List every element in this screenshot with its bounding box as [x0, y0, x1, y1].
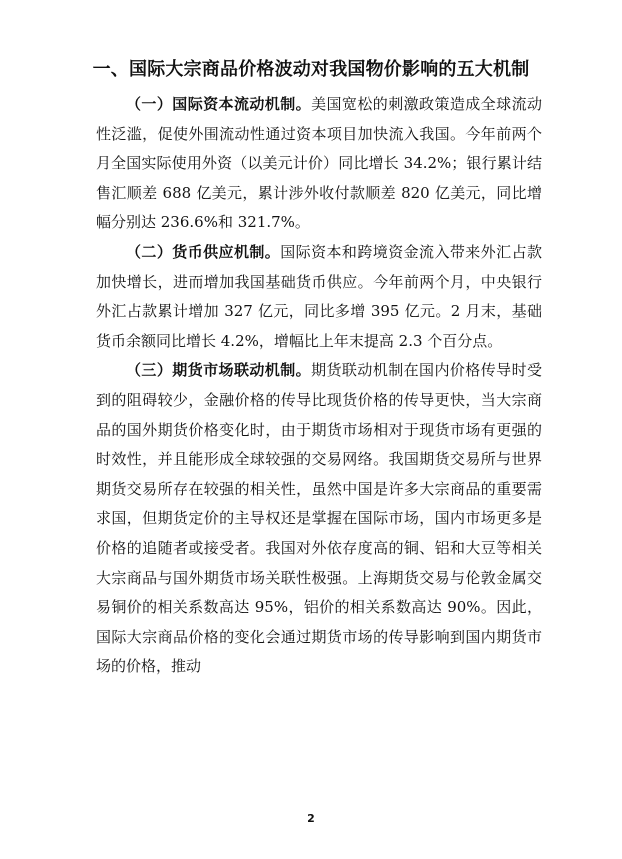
paragraph-lead: （二）货币供应机制。 [126, 242, 281, 261]
section-heading: 一、国际大宗商品价格波动对我国物价影响的五大机制 [92, 59, 530, 80]
paragraph-lead: （三）期货市场联动机制。 [126, 361, 312, 380]
paragraph-text: 美国宽松的刺激政策造成全球流动性泛滥，促使外围流动性通过资本项目加快流入我国。今年前两个月全国实际使用外资（以美元计价）同比增长 34.2%；银行累计结售汇顺差 688 亿美元，累计涉外收付款顺差 820 亿美元，同比增幅分别达 236.6%和 321.7%。 [96, 95, 542, 232]
page-number: 2 [307, 812, 315, 825]
paragraph-lead: （一）国际资本流动机制。 [126, 95, 312, 113]
paragraph-text: 国际资本和跨境资金流入带来外汇占款加快增长，进而增加我国基础货币供应。今年前两个月，中央银行外汇占款累计增加 327 亿元，同比多增 395 亿元。2 月末，基础货币余额同比增长 4.2%，增幅比上年末提高 2.3 个百分点。 [96, 242, 542, 350]
paragraph-futures-market [96, 356, 542, 682]
paragraph-text: 期货联动机制在国内价格传导时受到的阻碍较少，金融价格的传导比现货价格的传导更快，当大宗商品的国外期货价格变化时，由于期货市场相对于现货市场有更强的时效性，并且能形成全球较强的交易网络。我国期货交易所与世界期货交易所存在较强的相关性，虽然中国是许多大宗商品的重要需求国，但期货定价的主导权还是掌握在国际市场，国内市场更多是价格的追随者或接受者。我国对外依存度高的铜、铝和大豆等相关大宗商品与国外期货市场关联性极强。上海期货交易与伦敦金属交易铜价的相关系数高达 95%，铝价的相关系数高达 90%。因此，国际大宗商品价格的变化会通过期货市场的传导影响到国内期货市场的价格，推动 [96, 361, 542, 676]
paragraph-money-supply [96, 238, 542, 356]
paragraph-capital-flow [96, 90, 542, 238]
document-body [96, 90, 542, 682]
